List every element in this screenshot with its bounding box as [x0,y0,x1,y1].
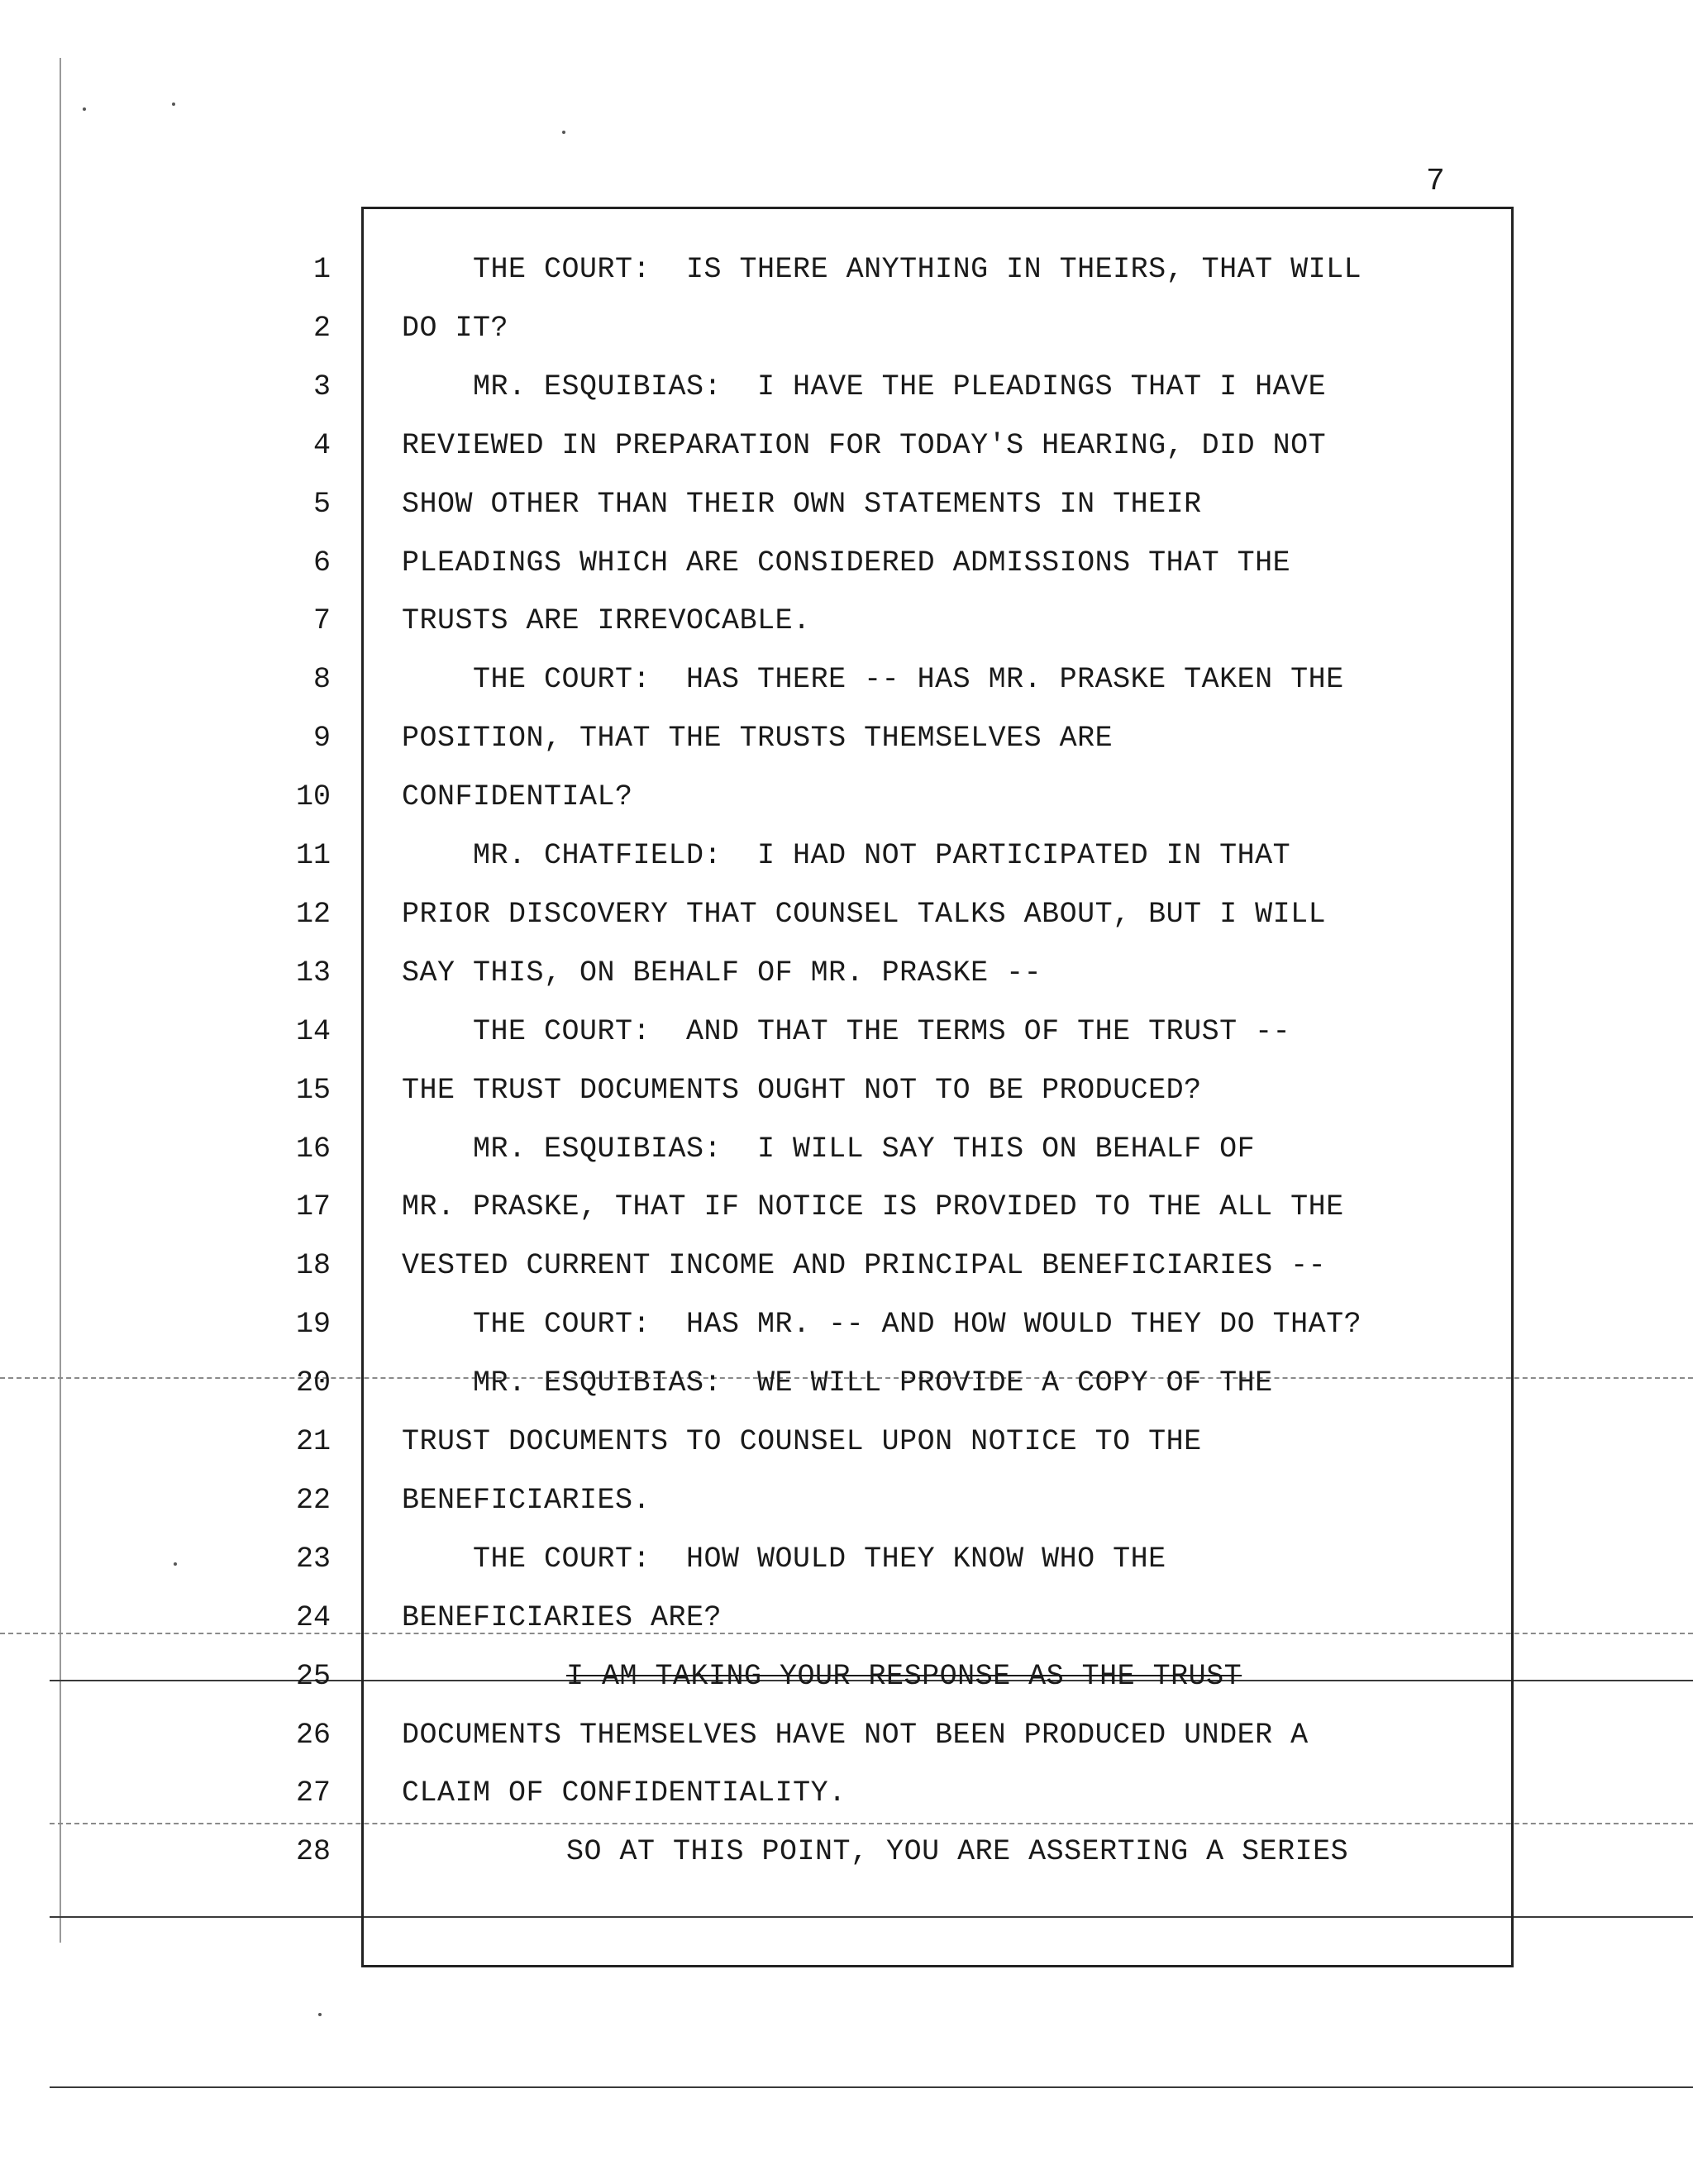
scan-edge-line [60,58,61,1943]
line-number: 9 [312,722,331,755]
line-number: 22 [295,1484,331,1517]
line-number: 3 [312,370,331,403]
line-number: 16 [295,1133,331,1166]
transcript-line: DO IT? [402,312,509,345]
scan-speck [562,131,565,134]
line-number: 13 [295,956,331,989]
line-number: 10 [295,780,331,813]
line-number: 15 [295,1074,331,1107]
transcript-line: VESTED CURRENT INCOME AND PRINCIPAL BENEFICIARIES -- [402,1249,1327,1282]
transcript-line: MR. ESQUIBIAS: I WILL SAY THIS ON BEHALF OF [473,1133,1256,1166]
line-number: 12 [295,898,331,931]
transcript-line: MR. ESQUIBIAS: WE WILL PROVIDE A COPY OF THE [473,1366,1273,1400]
line-number: 14 [295,1015,331,1048]
transcript-line: THE TRUST DOCUMENTS OUGHT NOT TO BE PRODUCED? [402,1074,1202,1107]
line-number: 18 [295,1249,331,1282]
line-number: 27 [295,1776,331,1810]
line-number: 5 [312,488,331,521]
line-number: 1 [312,253,331,286]
scan-speck [318,2013,322,2016]
line-number: 6 [312,546,331,579]
transcript-line: THE COURT: HOW WOULD THEY KNOW WHO THE [473,1543,1166,1576]
line-number: 17 [295,1190,331,1223]
line-number: 25 [295,1660,331,1693]
line-number: 4 [312,429,331,462]
line-number: 28 [295,1835,331,1868]
transcript-line: POSITION, THAT THE TRUSTS THEMSELVES ARE [402,722,1114,755]
transcript-line: SHOW OTHER THAN THEIR OWN STATEMENTS IN THEIR [402,488,1202,521]
transcript-line: BENEFICIARIES ARE? [402,1601,723,1634]
transcript-line: THE COURT: HAS MR. -- AND HOW WOULD THEY DO THAT? [473,1308,1362,1341]
transcript-line: REVIEWED IN PREPARATION FOR TODAY'S HEARING, DID NOT [402,429,1327,462]
transcript-line: BENEFICIARIES. [402,1484,651,1517]
transcript-line: CLAIM OF CONFIDENTIALITY. [402,1776,846,1810]
line-number: 21 [295,1425,331,1458]
transcript-line: MR. ESQUIBIAS: I HAVE THE PLEADINGS THAT I HAVE [473,370,1327,403]
transcript-line: SAY THIS, ON BEHALF OF MR. PRASKE -- [402,956,1042,989]
page-number: 7 [1426,164,1445,199]
transcript-line: TRUSTS ARE IRREVOCABLE. [402,604,811,637]
scan-artifact-line [50,2086,1693,2088]
line-number: 8 [312,663,331,696]
scan-speck [172,103,175,106]
line-number: 20 [295,1366,331,1400]
line-number: 11 [295,839,331,872]
transcript-line: THE COURT: HAS THERE -- HAS MR. PRASKE TAKEN THE [473,663,1344,696]
transcript-line: THE COURT: IS THERE ANYTHING IN THEIRS, THAT WILL [473,253,1362,286]
transcript-line: MR. CHATFIELD: I HAD NOT PARTICIPATED IN THAT [473,839,1291,872]
transcript-line: DOCUMENTS THEMSELVES HAVE NOT BEEN PRODUCED UNDER A [402,1719,1309,1752]
transcript-line: THE COURT: AND THAT THE TERMS OF THE TRUST -- [473,1015,1291,1048]
scan-speck [83,107,86,111]
line-number: 19 [295,1308,331,1341]
transcript-line: I AM TAKING YOUR RESPONSE AS THE TRUST [566,1660,1242,1693]
line-number: 26 [295,1719,331,1752]
transcript-line: TRUST DOCUMENTS TO COUNSEL UPON NOTICE TO THE [402,1425,1202,1458]
transcript-line: PRIOR DISCOVERY THAT COUNSEL TALKS ABOUT, BUT I WILL [402,898,1327,931]
line-number: 2 [312,312,331,345]
scan-speck [174,1562,177,1566]
transcript-line: SO AT THIS POINT, YOU ARE ASSERTING A SERIES [566,1835,1349,1868]
line-number: 23 [295,1543,331,1576]
transcript-line: CONFIDENTIAL? [402,780,633,813]
line-number: 24 [295,1601,331,1634]
line-number: 7 [312,604,331,637]
transcript-line: MR. PRASKE, THAT IF NOTICE IS PROVIDED TO THE ALL THE [402,1190,1344,1223]
transcript-line: PLEADINGS WHICH ARE CONSIDERED ADMISSIONS THAT THE [402,546,1291,579]
